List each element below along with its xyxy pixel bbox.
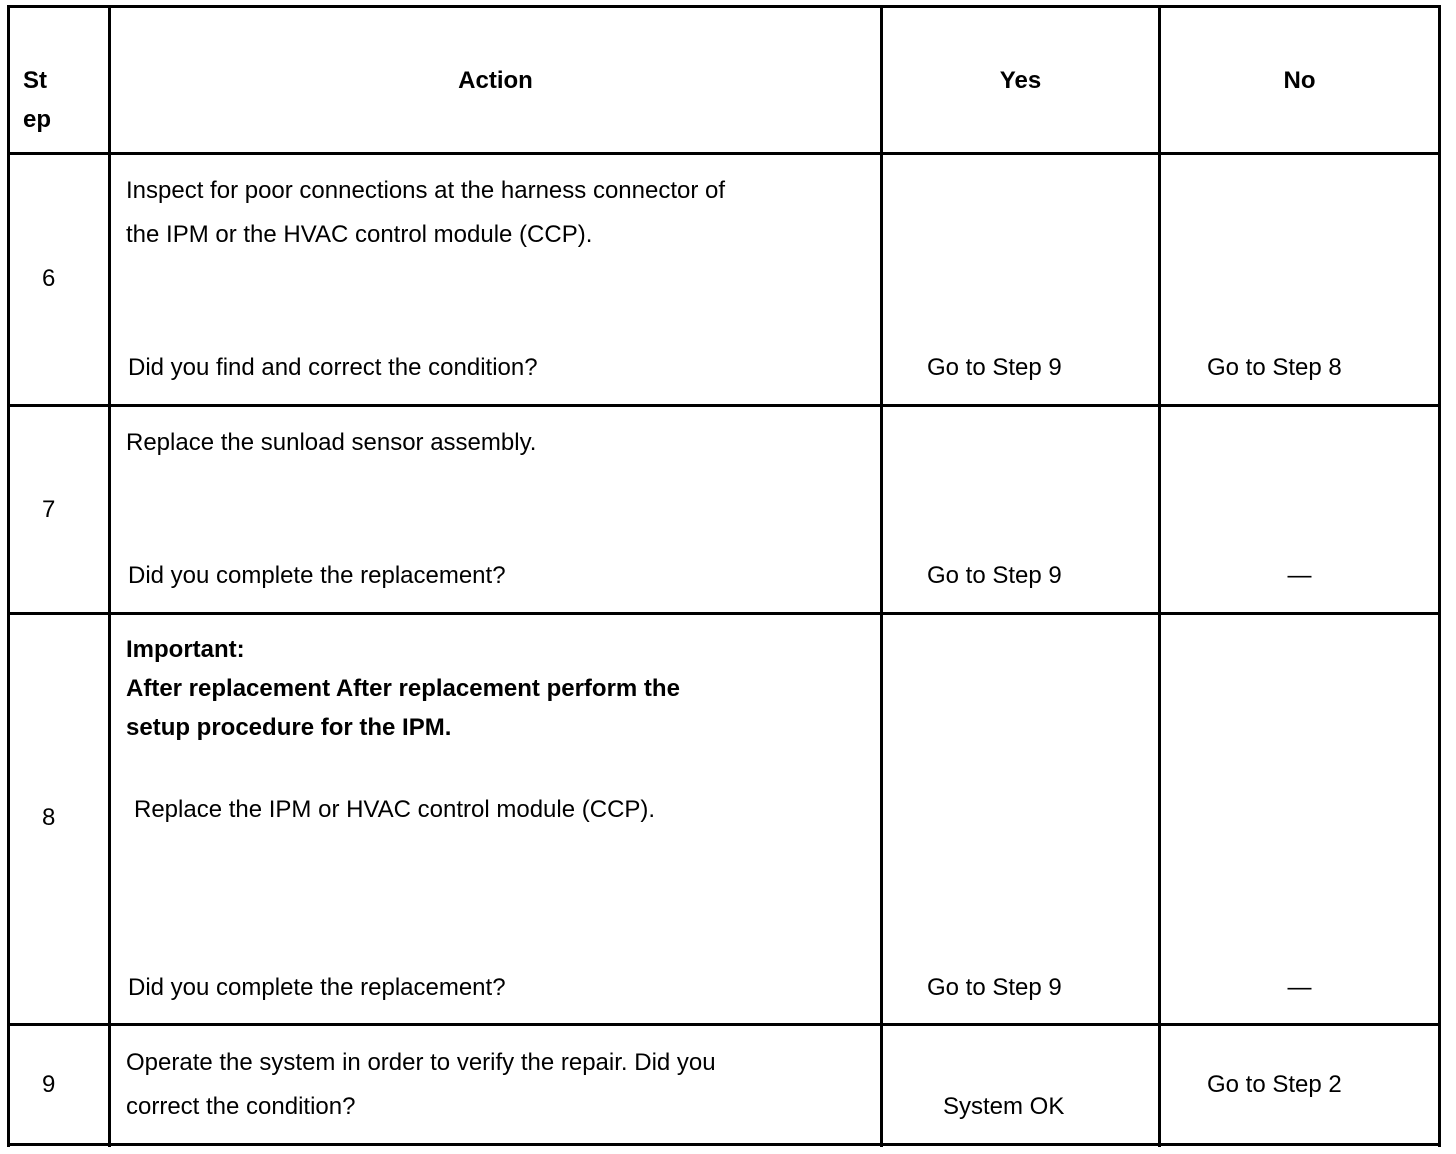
- row6-step: 6: [42, 265, 56, 292]
- row9-action-line1: Operate the system in order to verify the repair. Did you: [126, 1049, 716, 1076]
- row8-important-line1: After replacement After replacement perform the: [126, 675, 680, 702]
- diagnostic-table: [7, 5, 1441, 1147]
- row9-step: 9: [42, 1071, 56, 1098]
- row6-action-line2: the IPM or the HVAC control module (CCP).: [126, 221, 593, 248]
- header-step-line1: St: [23, 67, 47, 94]
- grid-line-row7-bottom: [7, 612, 1441, 615]
- row6-no: Go to Step 8: [1207, 354, 1342, 381]
- row9-no: Go to Step 2: [1207, 1071, 1342, 1098]
- grid-line-header-bottom: [7, 152, 1441, 155]
- header-no: No: [1283, 67, 1316, 94]
- row7-step: 7: [42, 496, 56, 523]
- grid-line-step-action: [108, 5, 111, 1147]
- header-yes: Yes: [999, 67, 1042, 94]
- row7-question: Did you complete the replacement?: [128, 562, 506, 589]
- row6-action-line1: Inspect for poor connections at the harness connector of: [126, 177, 726, 204]
- row9-action-line2: correct the condition?: [126, 1093, 356, 1120]
- grid-line-top: [7, 5, 1441, 8]
- row8-step: 8: [42, 804, 56, 831]
- row8-important-label: Important:: [126, 636, 245, 663]
- row7-no: —: [1287, 562, 1312, 589]
- row8-no: —: [1287, 974, 1312, 1001]
- grid-line-row8-bottom: [7, 1023, 1441, 1026]
- row7-action-line1: Replace the sunload sensor assembly.: [126, 429, 537, 456]
- row8-important-line2: setup procedure for the IPM.: [126, 714, 452, 741]
- row8-action-line1: Replace the IPM or HVAC control module (CCP).: [134, 796, 656, 823]
- row6-question: Did you find and correct the condition?: [128, 354, 538, 381]
- grid-line-action-yes: [880, 5, 883, 1147]
- row8-question: Did you complete the replacement?: [128, 974, 506, 1001]
- grid-line-right: [1438, 5, 1441, 1147]
- header-action: Action: [458, 67, 533, 94]
- grid-line-left: [7, 5, 10, 1147]
- row8-yes: Go to Step 9: [927, 974, 1062, 1001]
- row6-yes: Go to Step 9: [927, 354, 1062, 381]
- row7-yes: Go to Step 9: [927, 562, 1062, 589]
- header-step-line2: ep: [23, 106, 52, 133]
- grid-line-row6-bottom: [7, 404, 1441, 407]
- grid-line-bottom: [7, 1143, 1441, 1146]
- row9-yes: System OK: [943, 1093, 1065, 1120]
